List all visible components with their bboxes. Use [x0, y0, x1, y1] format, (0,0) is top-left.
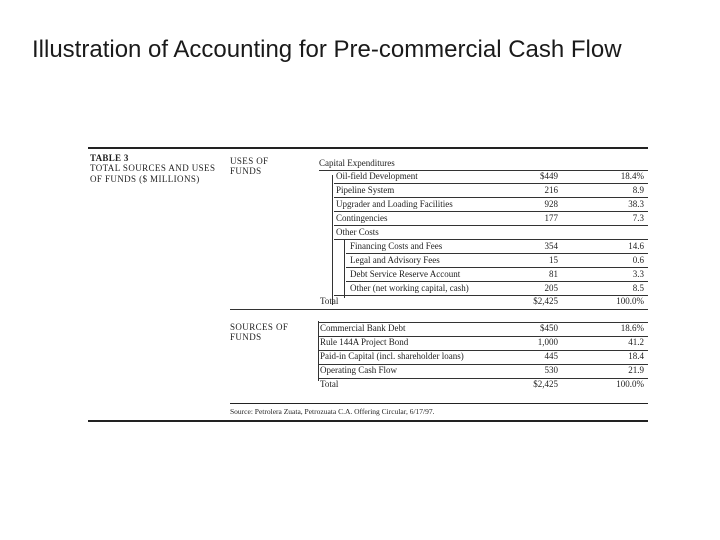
- other-row-label: Debt Service Reserve Account: [350, 269, 461, 279]
- sources-row-pct: 18.6%: [620, 323, 644, 333]
- sources-header-line1: SOURCES OF: [230, 322, 289, 332]
- uses-row-label: Oil-field Development: [336, 171, 418, 181]
- divider: [334, 211, 648, 212]
- uses-row-amount: 928: [544, 199, 558, 209]
- uses-section-label: Capital Expenditures: [319, 158, 395, 168]
- sources-row-label: Rule 144A Project Bond: [320, 337, 409, 347]
- other-row-amount: 205: [544, 283, 558, 293]
- other-bracket: [344, 240, 345, 298]
- table-label: TABLE 3: [90, 153, 129, 163]
- uses-row-label: Upgrader and Loading Facilities: [336, 199, 453, 209]
- other-row-pct: 8.5: [632, 283, 644, 293]
- uses-row-label: Contingencies: [336, 213, 388, 223]
- slide-title: Illustration of Accounting for Pre-commercial Cash Flow: [32, 36, 622, 63]
- top-rule: [88, 147, 648, 149]
- uses-row-pct: 8.9: [632, 185, 644, 195]
- divider: [346, 253, 648, 254]
- uses-row-pct: 38.3: [628, 199, 644, 209]
- sources-row-amount: 445: [544, 351, 558, 361]
- divider: [334, 225, 648, 226]
- table-caption-line2: OF FUNDS ($ MILLIONS): [90, 174, 200, 184]
- uses-row-label: Pipeline System: [336, 185, 395, 195]
- sources-row-label: Commercial Bank Debt: [320, 323, 406, 333]
- other-row-pct: 0.6: [632, 255, 644, 265]
- bottom-thick-rule: [88, 420, 648, 422]
- bottom-rule: [230, 403, 648, 404]
- sources-bracket: [318, 321, 319, 381]
- sources-row-pct: 41.2: [628, 337, 644, 347]
- uses-header-line1: USES OF: [230, 156, 269, 166]
- other-row-pct: 14.6: [628, 241, 644, 251]
- uses-total-pct: 100.0%: [616, 296, 644, 306]
- uses-row-pct: 7.3: [632, 213, 644, 223]
- sources-row-amount: 530: [544, 365, 558, 375]
- other-row-amount: 354: [544, 241, 558, 251]
- uses-bracket: [332, 175, 333, 305]
- uses-row-amount: 177: [544, 213, 558, 223]
- uses-row-amount: $449: [540, 171, 558, 181]
- divider: [334, 197, 648, 198]
- sources-total-label: Total: [320, 379, 339, 389]
- sources-header-line2: FUNDS: [230, 332, 262, 342]
- divider: [334, 239, 648, 240]
- divider: [346, 267, 648, 268]
- sources-row-label: Paid-in Capital (incl. shareholder loans): [320, 351, 464, 361]
- uses-total-amount: $2,425: [533, 296, 558, 306]
- uses-header-line2: FUNDS: [230, 166, 262, 176]
- uses-row-pct: 18.4%: [620, 171, 644, 181]
- other-row-pct: 3.3: [632, 269, 644, 279]
- other-row-label: Legal and Advisory Fees: [350, 255, 440, 265]
- sources-row-amount: 1,000: [537, 337, 558, 347]
- divider: [346, 281, 648, 282]
- table-caption-line1: TOTAL SOURCES AND USES: [90, 163, 216, 173]
- sources-row-pct: 18.4: [628, 351, 644, 361]
- divider: [230, 309, 648, 310]
- scanned-table: [88, 147, 648, 427]
- other-row-label: Financing Costs and Fees: [350, 241, 443, 251]
- other-section-label: Other Costs: [336, 227, 379, 237]
- sources-row-amount: $450: [540, 323, 558, 333]
- other-row-amount: 15: [549, 255, 558, 265]
- uses-row-amount: 216: [544, 185, 558, 195]
- other-row-label: Other (net working capital, cash): [350, 283, 469, 293]
- source-note: Source: Petrolera Zuata, Petrozuata C.A. Offering Circular, 6/17/97.: [230, 407, 435, 416]
- other-row-amount: 81: [549, 269, 558, 279]
- sources-total-amount: $2,425: [533, 379, 558, 389]
- sources-total-pct: 100.0%: [616, 379, 644, 389]
- sources-row-label: Operating Cash Flow: [320, 365, 397, 375]
- divider: [334, 183, 648, 184]
- sources-row-pct: 21.9: [628, 365, 644, 375]
- uses-total-label: Total: [320, 296, 339, 306]
